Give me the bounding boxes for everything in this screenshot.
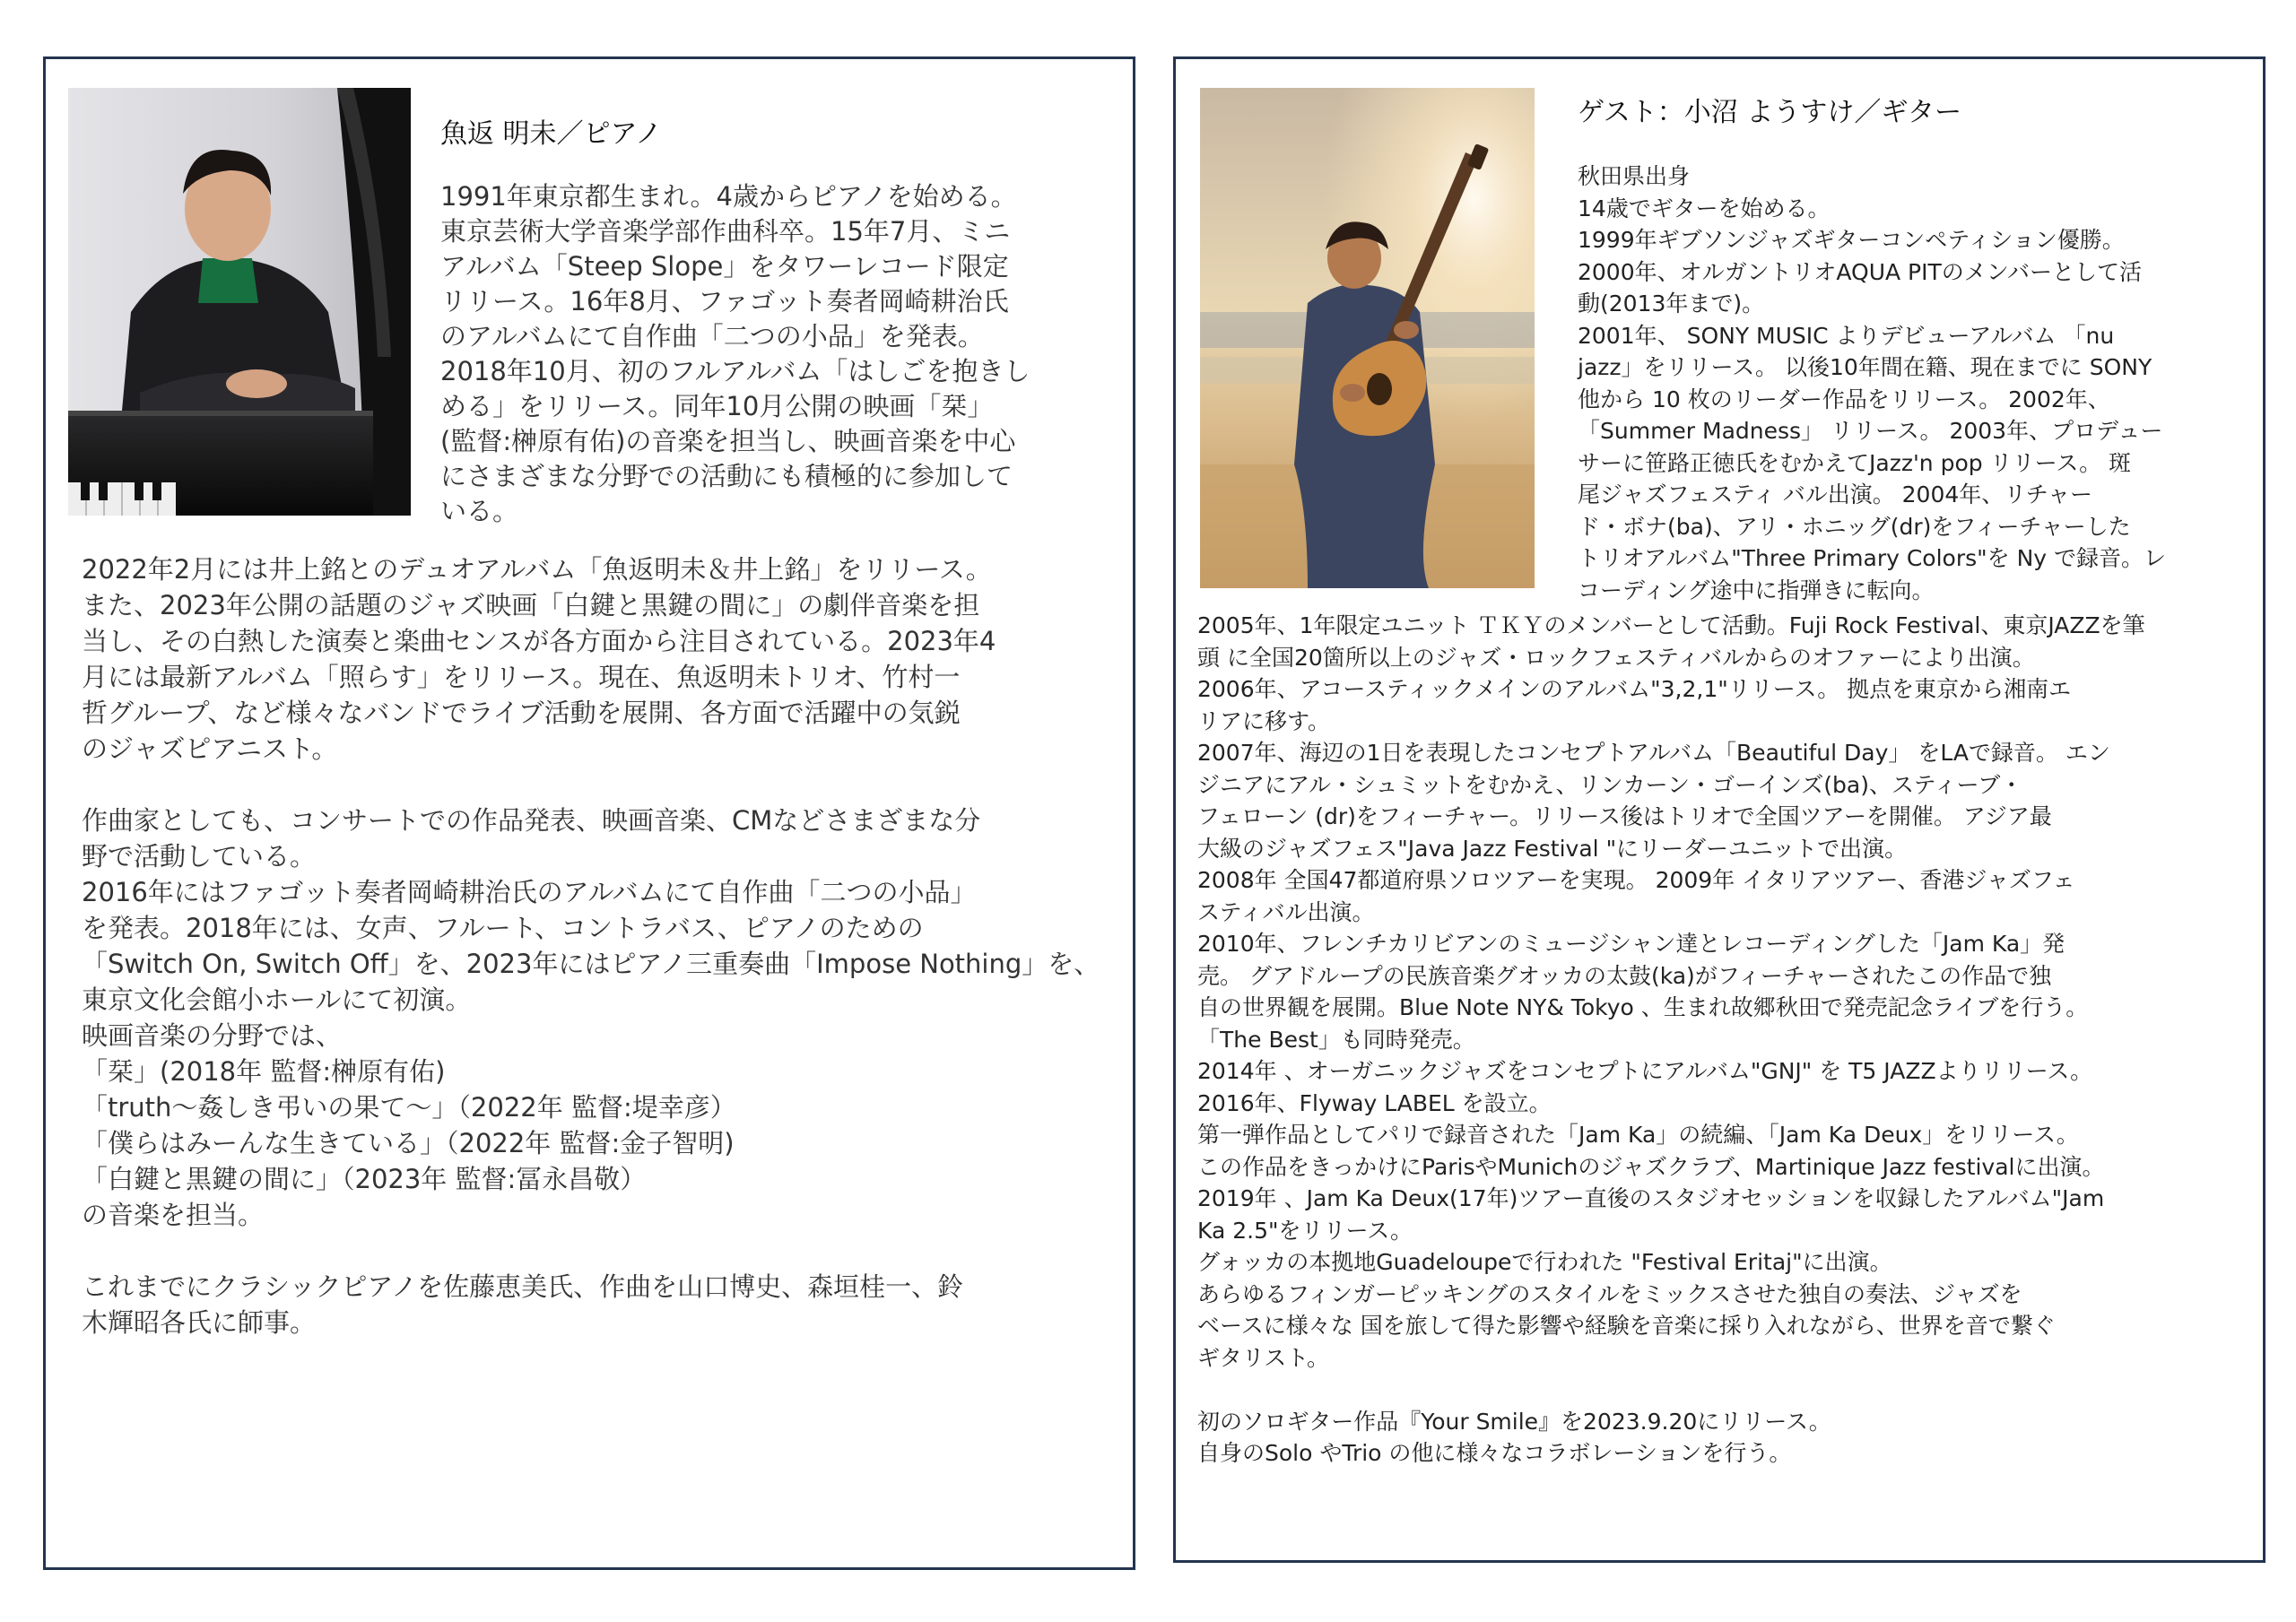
bio-line: 当し、その白熱した演奏と楽曲センスが各方面から注目されている。2023年4 xyxy=(82,626,996,656)
guitarist-bio-intro xyxy=(1578,160,2166,606)
bio-line: 東京文化会館小ホールにて初演。 xyxy=(82,984,472,1015)
bio-line: のジャズピアニスト。 xyxy=(82,733,338,764)
bio-line: サーに笹路正徳氏をむかえてJazz'n pop リリース。 斑 xyxy=(1578,449,2132,476)
bio-line: 「truth～姦しき弔いの果て～」（2022年 監督:堤幸彦） xyxy=(82,1092,736,1123)
bio-line: コーディング途中に指弾きに転向。 xyxy=(1578,577,1935,603)
bio-line: 第一弾作品としてパリで録音された「Jam Ka」の続編、「Jam Ka Deux」をリリース。 xyxy=(1197,1122,2079,1148)
bio-line: 頭 に全国20箇所以上のジャズ・ロックフェスティバルからのオファーにより出演。 xyxy=(1197,644,2035,671)
bio-line: 2010年、フレンチカリビアンのミュージシャン達とレコーディングした「Jam Ka」発 xyxy=(1197,931,2066,957)
paragraph-gap xyxy=(82,1233,1100,1269)
bio-line: いる。 xyxy=(440,496,519,526)
guitarist-name-heading: ゲスト：小沼 ようすけ／ギター xyxy=(1578,97,1962,128)
guitarist-profile-panel xyxy=(1173,56,2266,1563)
bio-line: 秋田県出身 xyxy=(1578,163,1691,189)
bio-line: 「The Best」も同時発売。 xyxy=(1197,1026,1475,1053)
bio-line: 「Summer Madness」 リリース。 2003年、プロデュー xyxy=(1578,418,2163,444)
bio-line: ギタリスト。 xyxy=(1197,1344,1330,1371)
bio-line: ド・ボナ(ba)、アリ・ホニッグ(dr)をフィーチャーした xyxy=(1578,513,2131,540)
bio-line: 野で活動している。 xyxy=(82,841,317,872)
bio-line: 2005年、1年限定ユニット ＴＫＹのメンバーとして活動。Fuji Rock Festival、東京JAZZを筆 xyxy=(1197,612,2145,638)
bio-line: を発表。2018年には、女声、フルート、コントラバス、ピアノのための xyxy=(82,913,924,943)
bio-line: 動(2013年まで)。 xyxy=(1578,291,1765,317)
bio-line: ベースに様々な 国を旅して得た影響や経験を音楽に採り入れながら、世界を音で繋ぐ xyxy=(1197,1313,2056,1339)
bio-line: 「白鍵と黒鍵の間に」（2023年 監督:冨永昌敬） xyxy=(82,1164,647,1194)
bio-line: 売。 グアドループの民族音楽グオッカの太鼓(ka)がフィーチャーされたこの作品で独 xyxy=(1197,962,2052,989)
bio-line: ジニアにアル・シュミットをむかえ、リンカーン・ゴーインズ(ba)、スティーブ・ xyxy=(1197,771,2023,798)
bio-line: この作品をきっかけにParisやMunichのジャズクラブ、Martinique Jazz festivalに出演。 xyxy=(1197,1153,2105,1180)
bio-line: 木輝昭各氏に師事。 xyxy=(82,1307,317,1338)
bio-line: める」をリリース。同年10月公開の映画「栞」 xyxy=(440,391,994,421)
bio-line: にさまざまな分野での活動にも積極的に参加して xyxy=(440,461,1013,491)
bio-line: (監督:榊原有佑)の音楽を担当し、映画音楽を中心 xyxy=(440,426,1016,456)
bio-line: のアルバムにて自作曲「二つの小品」を発表。 xyxy=(440,321,984,351)
bio-line: これまでにクラシックピアノを佐藤恵美氏、作曲を山口博史、森垣桂一、鈴 xyxy=(82,1271,964,1302)
bio-line: 映画音楽の分野では、 xyxy=(82,1020,343,1051)
bio-line: 大級のジャズフェス"Java Jazz Festival "にリーダーユニットで出演。 xyxy=(1197,835,1908,862)
bio-line: トリオアルバム"Three Primary Colors"を Ny で録音。レ xyxy=(1578,545,2167,571)
bio-line: 作曲家としても、コンサートでの作品発表、映画音楽、CMなどさまざまな分 xyxy=(82,805,981,836)
bio-line: 哲グループ、など様々なバンドでライブ活動を展開、各方面で活躍中の気鋭 xyxy=(82,698,961,728)
bio-line: 月には最新アルバム「照らす」をリリース。現在、魚返明未トリオ、竹村一 xyxy=(82,662,961,692)
pianist-name-heading: 魚返 明未／ピアノ xyxy=(440,118,663,150)
bio-line: 2018年10月、初のフルアルバム「はしごを抱きし xyxy=(440,356,1031,386)
bio-line: 2022年2月には井上銘とのデュオアルバム「魚返明未＆井上銘」をリリース。 xyxy=(82,554,992,585)
bio-line: 2001年、 SONY MUSIC よりデビューアルバム 「nu xyxy=(1578,322,2115,349)
bio-line: 2014年 、オーガニックジャズをコンセプトにアルバム"GNJ" を T5 JAZZよりリリース。 xyxy=(1197,1058,2093,1084)
bio-line: 2016年にはファゴット奏者岡崎耕治氏のアルバムにて自作曲「二つの小品」 xyxy=(82,877,977,907)
paragraph-gap xyxy=(1197,1374,2145,1406)
bio-line: 「Switch On, Switch Off」を、2023年にはピアノ三重奏曲「Impose Nothing」を、 xyxy=(82,949,1100,979)
pianist-bio-intro xyxy=(440,179,1030,529)
bio-line: 他から 10 枚のリーダー作品をリリース。 2002年、 xyxy=(1578,386,2110,412)
bio-line: アルバム「Steep Slope」をタワーレコード限定 xyxy=(440,251,1009,282)
bio-line: あらゆるフィンガーピッキングのスタイルをミックスさせた独自の奏法、ジャズを xyxy=(1197,1280,2022,1307)
bio-line: 「僕らはみーんな生きている」（2022年 監督:金子智明) xyxy=(82,1128,735,1158)
bio-line: 2008年 全国47都道府県ソロツアーを実現。 2009年 イタリアツアー、香港ジャズフェ xyxy=(1197,867,2075,893)
bio-line: 2007年、海辺の1日を表現したコンセプトアルバム「Beautiful Day」 をLAで録音。 エン xyxy=(1197,740,2110,766)
bio-line: スティバル出演。 xyxy=(1197,898,1375,925)
bio-line: 東京芸術大学音楽学部作曲科卒。15年7月、ミニ xyxy=(440,216,1011,247)
bio-line: 尾ジャズフェスティ バル出演。 2004年、リチャー xyxy=(1578,481,2093,507)
pianist-photo xyxy=(68,88,411,516)
bio-line: 自身のSolo やTrio の他に様々なコラボレーションを行う。 xyxy=(1197,1440,1792,1466)
bio-line: 「栞」(2018年 監督:榊原有佑) xyxy=(82,1056,446,1087)
bio-line: 14歳でギターを始める。 xyxy=(1578,195,1831,221)
paragraph-gap xyxy=(82,767,1100,802)
guitarist-photo xyxy=(1200,88,1535,588)
bio-line: フェローン (dr)をフィーチャー。リリース後はトリオで全国ツアーを開催。 アジア最 xyxy=(1197,803,2052,829)
bio-line: 2019年 、Jam Ka Deux(17年)ツアー直後のスタジオセッションを収録したアルバム"Jam xyxy=(1197,1185,2105,1211)
bio-line: リアに移す。 xyxy=(1197,707,1331,734)
bio-line: グォッカの本拠地Guadeloupeで行われた "Festival Eritaj"に出演。 xyxy=(1197,1249,1892,1275)
bio-line: Ka 2.5"をリリース。 xyxy=(1197,1217,1413,1244)
bio-line: 初のソロギター作品『Your Smile』を2023.9.20にリリース。 xyxy=(1197,1408,1831,1435)
bio-line: 1999年ギブソンジャズギターコンペティション優勝。 xyxy=(1578,227,2125,253)
bio-line: 1991年東京都生まれ。4歳からピアノを始める。 xyxy=(440,181,1017,212)
bio-line: 自の世界観を展開。Blue Note NY& Tokyo 、生まれ故郷秋田で発売記念ライブを行う。 xyxy=(1197,994,2089,1020)
guitarist-bio-main xyxy=(1197,610,2145,1470)
bio-line: リリース。16年8月、ファゴット奏者岡崎耕治氏 xyxy=(440,286,1009,317)
bio-line: また、2023年公開の話題のジャズ映画「白鍵と黒鍵の間に」の劇伴音楽を担 xyxy=(82,590,980,620)
bio-line: の音楽を担当。 xyxy=(82,1200,265,1230)
bio-line: 2006年、アコースティックメインのアルバム"3,2,1"リリース。 拠点を東京から湘南エ xyxy=(1197,676,2072,702)
bio-line: jazz」をリリース。 以後10年間在籍、現在までに SONY xyxy=(1578,354,2152,380)
bio-line: 2000年、オルガントリオAQUA PITのメンバーとして活 xyxy=(1578,258,2143,285)
pianist-bio-main xyxy=(82,551,1100,1340)
bio-line: 2016年、Flyway LABEL を設立。 xyxy=(1197,1089,1552,1116)
pianist-profile-panel xyxy=(43,56,1135,1570)
